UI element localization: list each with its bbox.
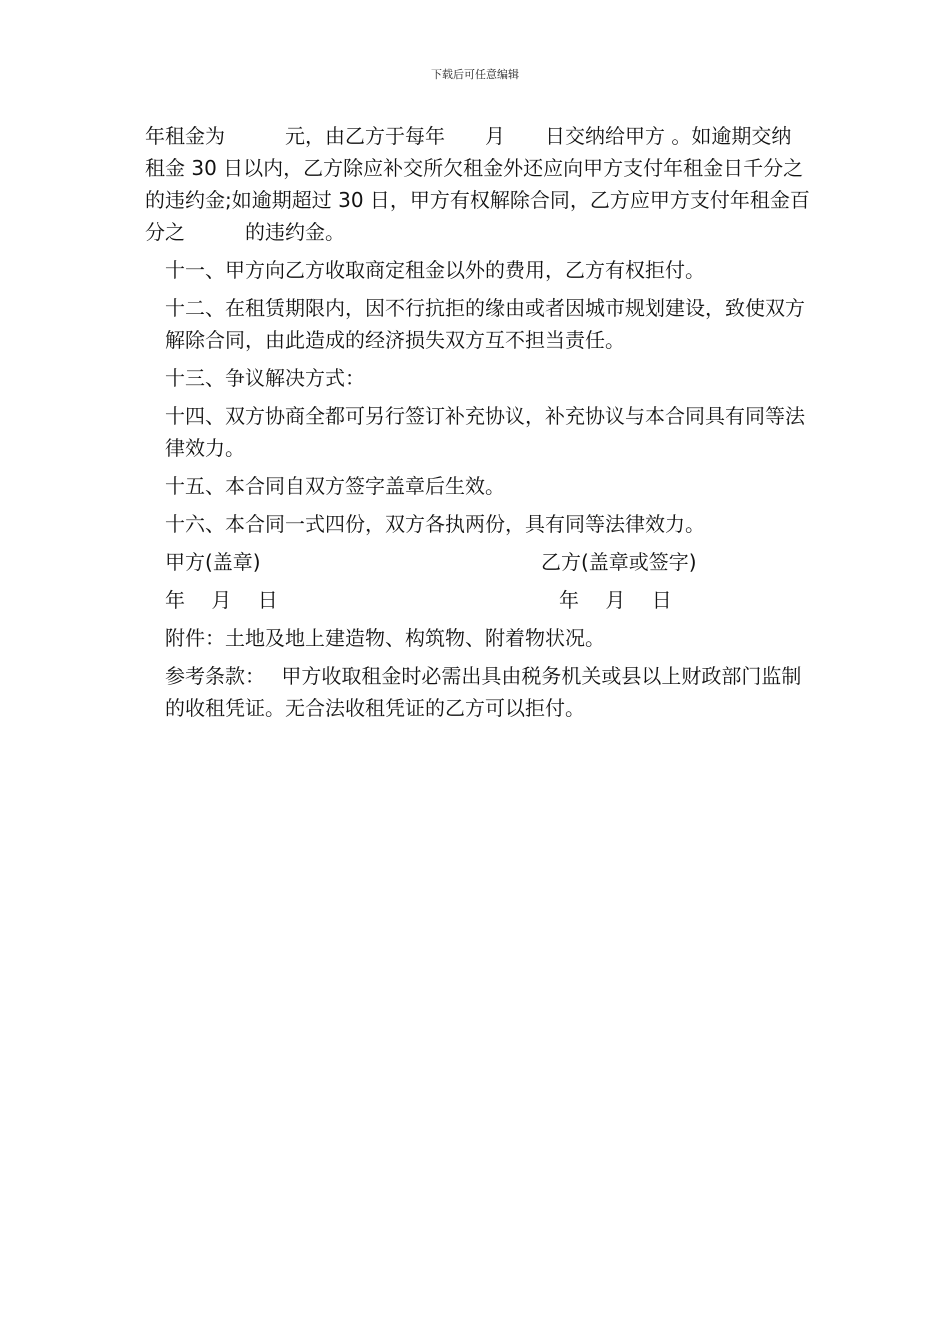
reference-clause: 参考条款： 甲方收取租金时必需出具由税务机关或县以上财政部门监制的收租凭证。无合法收租凭证的乙方可以拒付。 — [165, 664, 802, 720]
clause-16: 十六、本合同一式四份，双方各执两份，具有同等法律效力。 — [165, 512, 705, 536]
rent-payment-paragraph: 年租金为 元，由乙方于每年 月 日交纳给甲方 。如逾期交纳租金 30 日以内，乙方除应补交所欠租金外还应向甲方支付年租金日千分之 的违约金;如逾期超过 30 日，甲方有权解除合同，乙方应甲方支付年租金百分之 的违约金。 — [145, 124, 844, 244]
clause-11: 十一、甲方向乙方收取商定租金以外的费用，乙方有权拒付。 — [165, 258, 705, 282]
party-a-label: 甲方(盖章) — [165, 550, 261, 574]
date-row — [145, 584, 810, 616]
clause-13: 十三、争议解决方式： — [165, 366, 365, 390]
party-b-date: 年 月 日 — [559, 588, 672, 612]
page-header: 下载后可任意编辑 — [431, 68, 519, 81]
clause-12: 十二、在租赁期限内，因不行抗拒的缘由或者因城市规划建设，致使双方解除合同，由此造成的经济损失双方互不担当责任。 — [165, 296, 805, 352]
party-a-date: 年 月 日 — [165, 588, 278, 612]
clause-14: 十四、双方协商全都可另行签订补充协议，补充协议与本合同具有同等法律效力。 — [165, 404, 805, 460]
clause-15: 十五、本合同自双方签字盖章后生效。 — [165, 474, 505, 498]
signature-row — [145, 546, 810, 578]
party-b-label: 乙方(盖章或签字) — [541, 550, 697, 574]
attachment-note: 附件：土地及地上建造物、构筑物、附着物状况。 — [165, 626, 605, 650]
document-body — [145, 120, 844, 730]
